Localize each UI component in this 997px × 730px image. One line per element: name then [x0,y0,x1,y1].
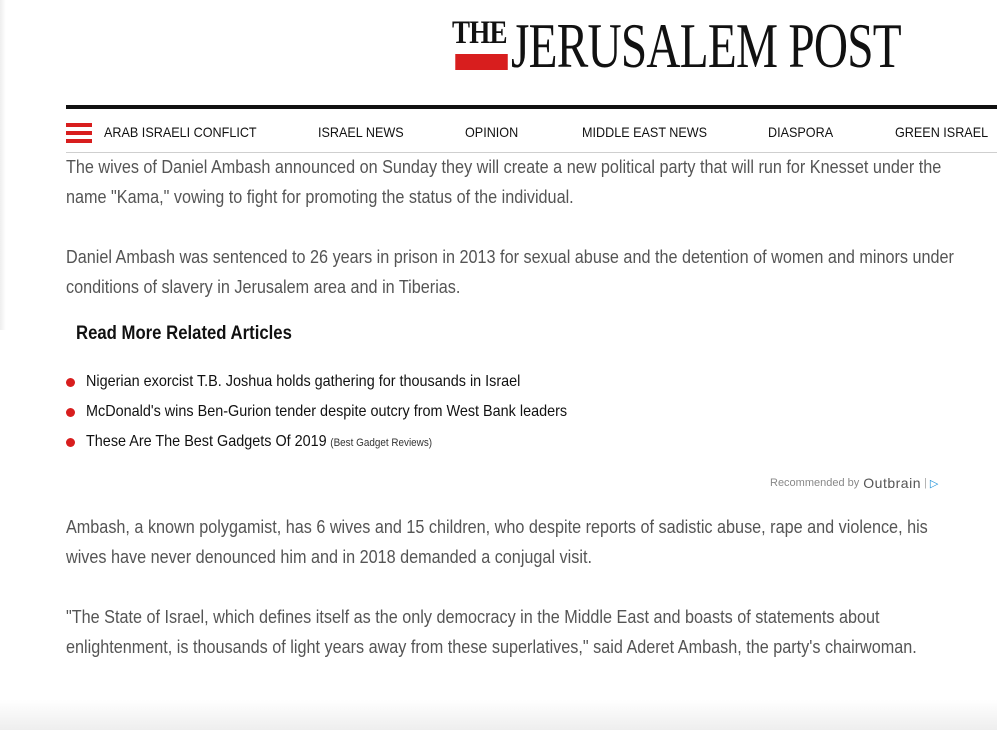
article-paragraph: The wives of Daniel Ambash announced on Sunday they will create a new political party that will run for Knesset under the name "Kama," vowing to fight for promoting the status of the individual. [66,157,942,207]
separator: | [923,477,927,489]
main-nav [66,112,997,153]
page-bottom-fade [0,700,997,730]
page-edge-shadow [0,0,6,330]
nav-item-green-israel[interactable]: GREEN ISRAEL [895,124,989,140]
bullet-icon [66,408,75,417]
logo-red-bar [455,54,507,70]
bullet-icon [66,378,75,387]
menu-icon[interactable] [66,123,92,143]
outbrain-logo: Outbrain [863,475,921,491]
site-logo[interactable] [452,11,997,84]
logo-title: JERUSALEM POST [510,11,901,81]
related-article-text: These Are The Best Gadgets Of 2019 [86,433,327,450]
nav-item-israel-news[interactable]: ISRAEL NEWS [318,124,404,140]
nav-item-diaspora[interactable]: DIASPORA [768,124,834,140]
article-paragraph: Daniel Ambash was sentenced to 26 years in prison in 2013 for sexual abuse and the detention of women and minors under conditions of slavery in Jerusalem area and in Tiberias. [66,247,954,297]
bullet-icon [66,438,75,447]
outbrain-recommendation[interactable] [770,475,938,491]
related-article-item[interactable] [66,400,621,424]
related-article-link[interactable] [86,433,432,451]
nav-item-arab-israeli-conflict[interactable]: ARAB ISRAELI CONFLICT [104,124,257,140]
logo-the-text: THE [452,15,507,51]
related-article-source: (Best Gadget Reviews) [330,437,433,449]
related-article-item[interactable] [66,430,471,454]
related-article-link[interactable]: Nigerian exorcist T.B. Joshua holds gathering for thousands in Israel [86,373,521,390]
related-article-link[interactable]: McDonald's wins Ben-Gurion tender despite outcry from West Bank leaders [86,403,568,420]
related-articles-title: Read More Related Articles [76,323,292,344]
recommended-by-label: Recommended by [770,477,860,489]
article-paragraph: Ambash, a known polygamist, has 6 wives and 15 children, who despite reports of sadistic abuse, rape and violence, his wives have never denounced him and in 2018 demanded a conjugal visit. [66,517,928,567]
logo-the [452,14,507,52]
related-article-item[interactable] [66,370,569,394]
ad-choices-icon[interactable]: ▷ [929,477,939,490]
nav-item-opinion[interactable]: OPINION [465,124,519,140]
header-divider [66,105,997,109]
article-paragraph: "The State of Israel, which defines itself as the only democracy in the Middle East and boasts of statements about enlightenment, is thousands of light years away from these superlatives," said Aderet Ambash, the party's chairwoman. [66,607,917,657]
nav-item-middle-east-news[interactable]: MIDDLE EAST NEWS [582,124,708,140]
